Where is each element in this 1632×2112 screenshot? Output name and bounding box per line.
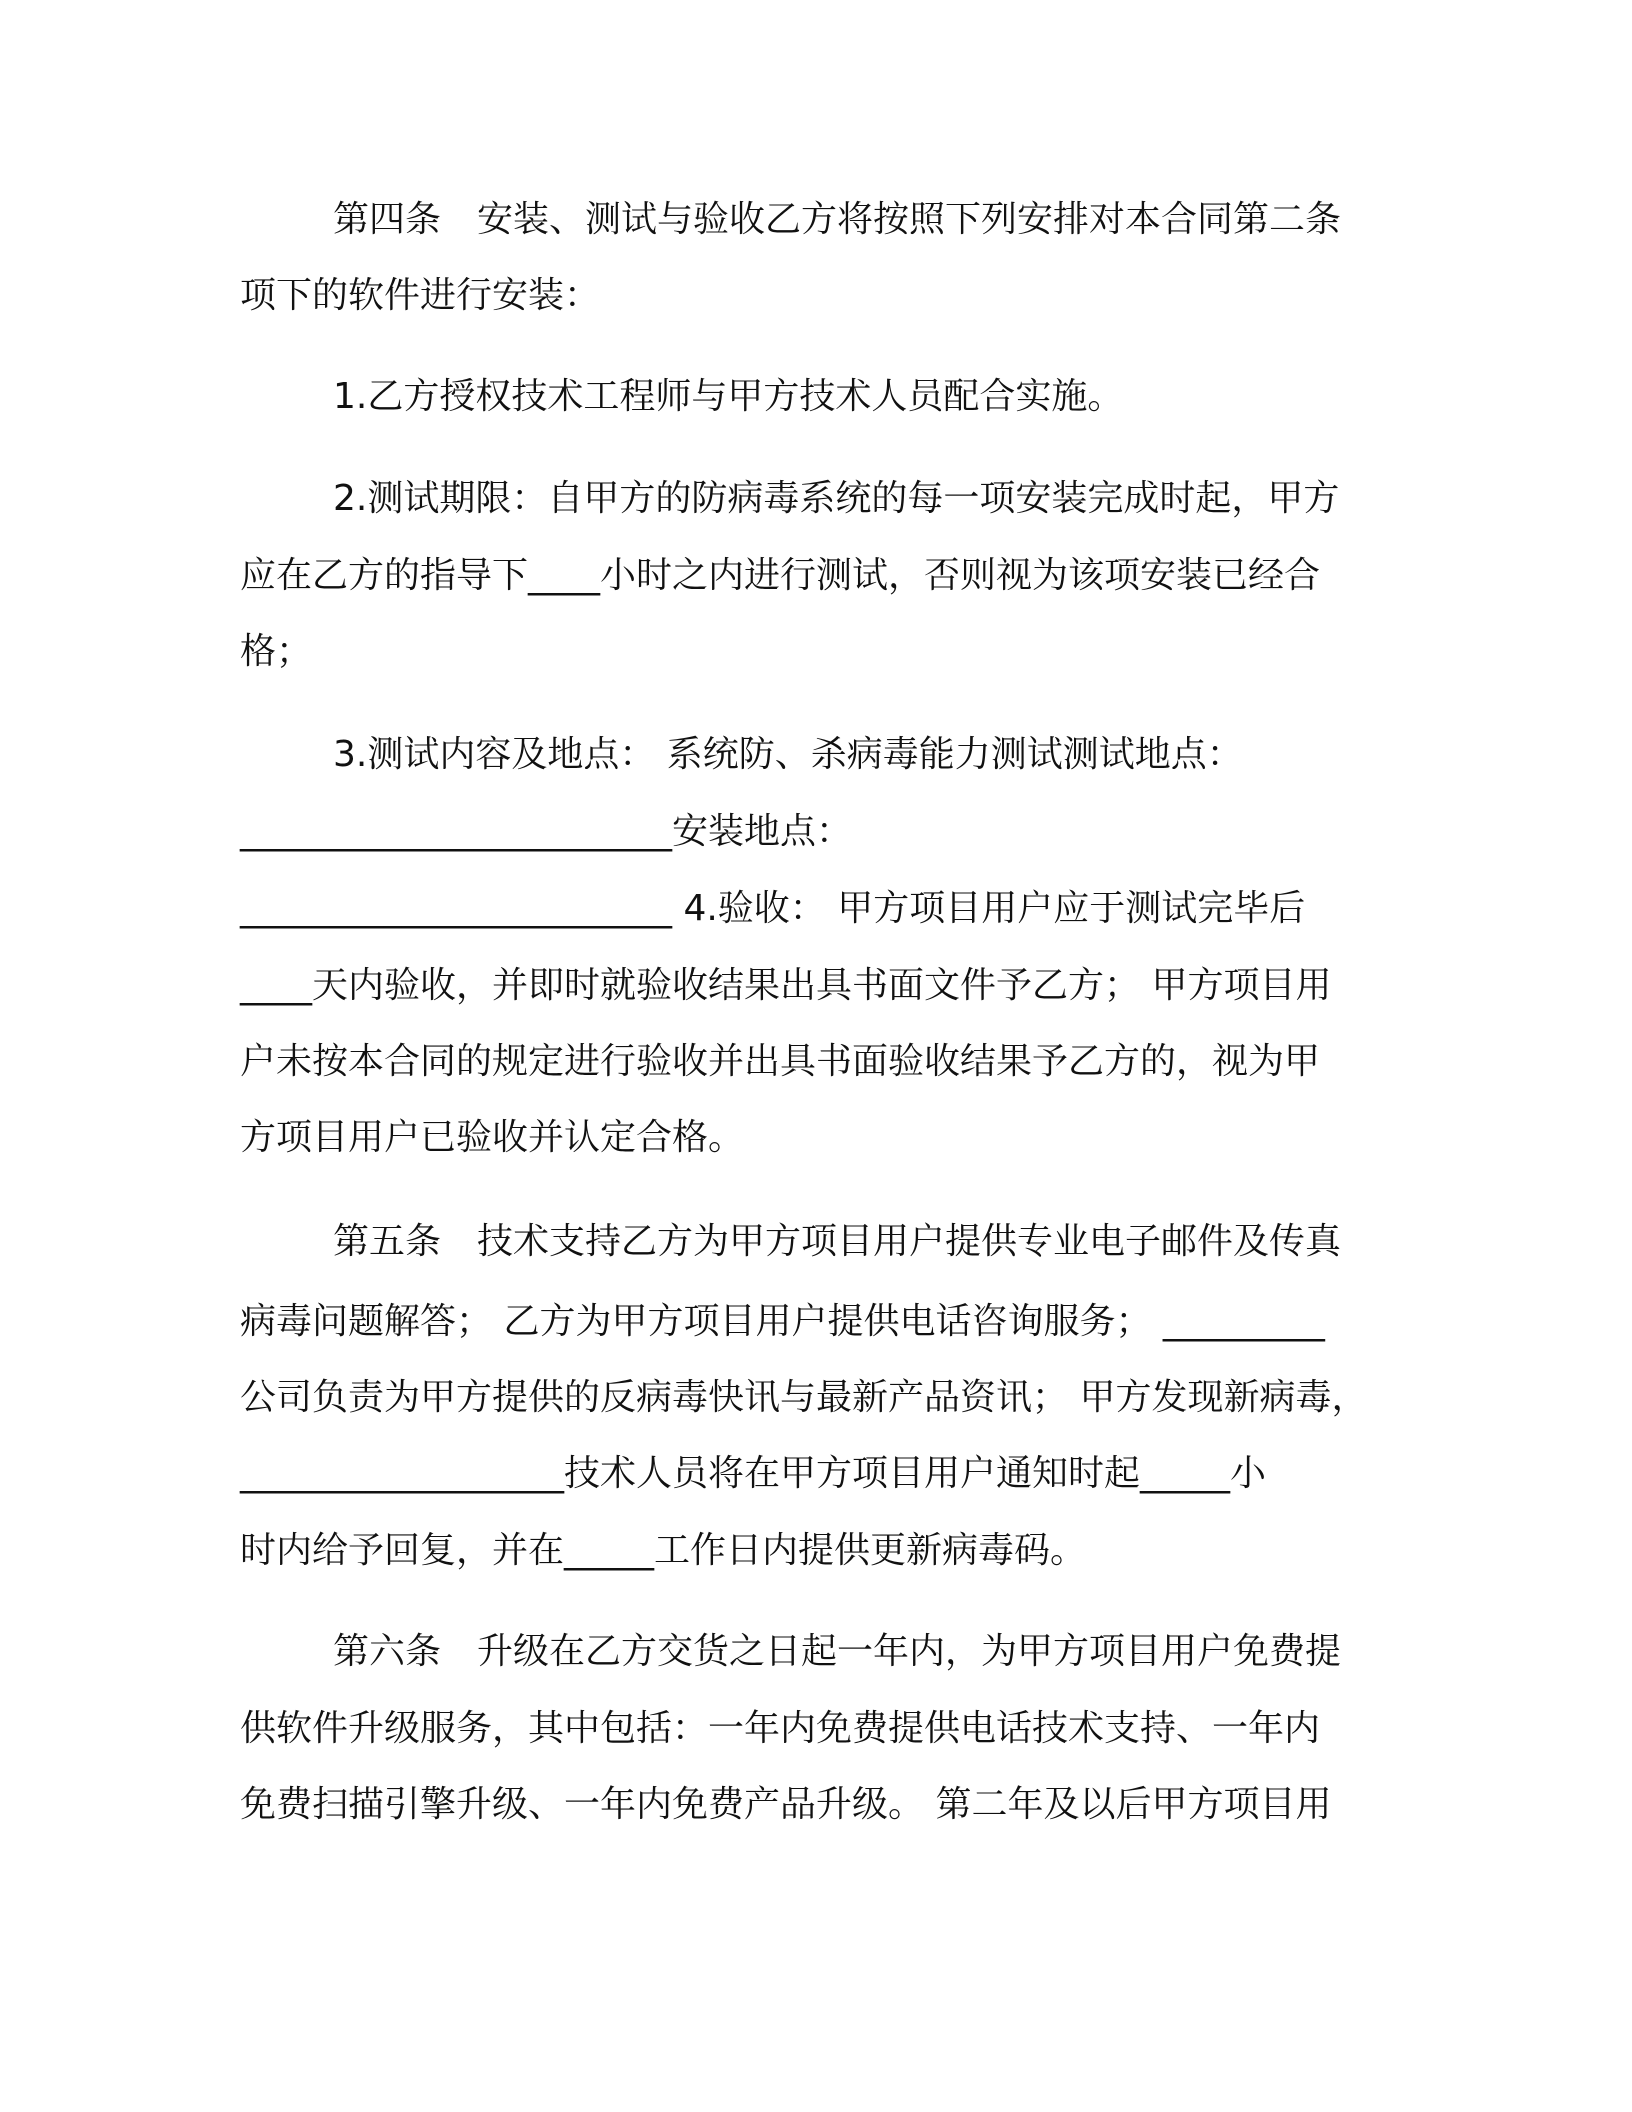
text-line: 方项目用户已验收并认定合格。 <box>240 1117 745 1158</box>
text-line: 公司负责为甲方提供的反病毒快讯与最新产品资讯； 甲方发现新病毒， <box>240 1377 1368 1418</box>
text-line: 病毒问题解答； 乙方为甲方项目用户提供电话咨询服务； _________ <box>240 1301 1325 1342</box>
text-line: ____天内验收，并即时就验收结果出具书面文件予乙方； 甲方项目用 <box>240 965 1332 1006</box>
article-5-heading-line: 第五条 技术支持乙方为甲方项目用户提供专业电子邮件及传真 <box>333 1221 1342 1262</box>
article-4-heading-line: 第四条 安装、测试与验收乙方将按照下列安排对本合同第二条 <box>333 199 1342 240</box>
text-line: ________________________安装地点： <box>240 811 853 852</box>
text-line: 户未按本合同的规定进行验收并出具书面验收结果予乙方的，视为甲 <box>240 1041 1321 1082</box>
text-line: 时内给予回复，并在_____工作日内提供更新病毒码。 <box>240 1530 1087 1571</box>
text-line: __________________技术人员将在甲方项目用户通知时起_____小 <box>240 1453 1267 1494</box>
text-line: 供软件升级服务，其中包括：一年内免费提供电话技术支持、一年内 <box>240 1708 1321 1749</box>
article-6-heading-line: 第六条 升级在乙方交货之日起一年内，为甲方项目用户免费提 <box>333 1631 1342 1672</box>
text-line: ________________________ 4.验收： 甲方项目用户应于测试完毕后 <box>240 888 1306 929</box>
text-line: 应在乙方的指导下____小时之内进行测试，否则视为该项安装已经合 <box>240 555 1321 596</box>
text-line: 格； <box>240 631 313 672</box>
list-item-2-line: 2.测试期限：自甲方的防病毒系统的每一项安装完成时起，甲方 <box>333 478 1340 519</box>
list-item-1-line: 1.乙方授权技术工程师与甲方技术人员配合实施。 <box>333 376 1124 417</box>
text-line: 免费扫描引擎升级、一年内免费产品升级。 第二年及以后甲方项目用 <box>240 1784 1332 1825</box>
text-line: 项下的软件进行安装： <box>240 275 601 316</box>
list-item-3-line: 3.测试内容及地点： 系统防、杀病毒能力测试测试地点： <box>333 734 1243 775</box>
